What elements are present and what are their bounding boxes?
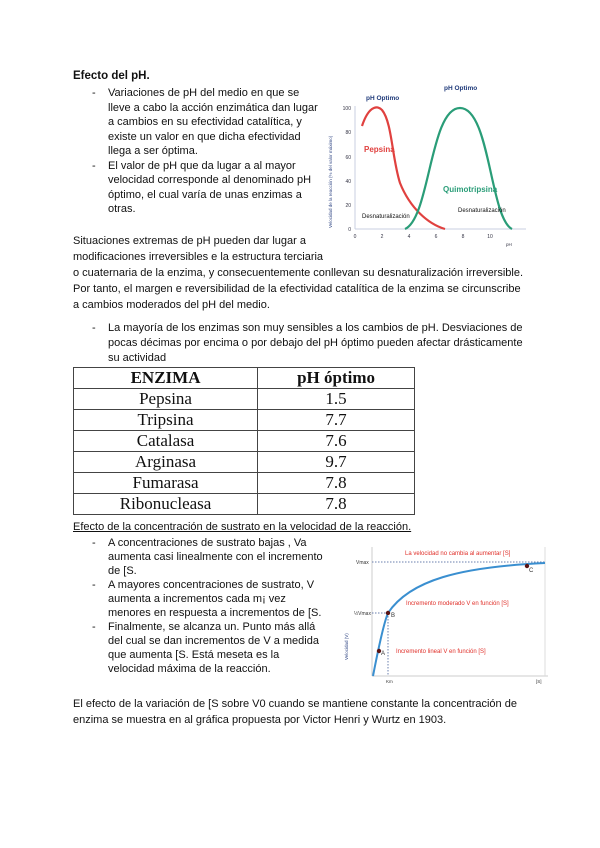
enzyme-cell: Pepsina (74, 389, 258, 410)
bullet-dash: - (92, 537, 96, 549)
text-line: modificaciones irreversibles e la estructura terciaria (73, 251, 324, 263)
text-line: a cambios moderados del pH del medio. (73, 299, 270, 311)
table-row (74, 389, 415, 410)
x-tick: 2 (380, 234, 384, 240)
bullet-dash: - (92, 322, 96, 334)
quimotripsina-label: Quimotripsina (443, 185, 498, 194)
text-line: otras. (108, 203, 136, 215)
text-line: Situaciones extremas de pH pueden dar lugar a (73, 235, 306, 247)
enzyme-cell: Arginasa (74, 452, 258, 473)
denaturation-note-left: Desnaturalización (362, 214, 410, 220)
denaturation-note-right: Desnaturalización (458, 208, 506, 214)
y-tick: 80 (345, 130, 351, 136)
text-line: El valor de pH que da lugar a al mayor (108, 160, 296, 172)
text-line: A mayores concentraciones de sustrato, V (108, 579, 315, 591)
text-line: La mayoría de los enzimas son muy sensibles a los cambios de pH. Desviaciones de (108, 322, 523, 334)
enzyme-cell: Ribonucleasa (74, 494, 258, 515)
y-tick: 40 (345, 179, 351, 185)
x-tick: 6 (434, 234, 438, 240)
ph-cell: 7.8 (258, 473, 415, 494)
text-line: enzima se muestra en al gráfica propuesta por Victor Henri y Wurtz en 1903. (73, 714, 447, 726)
text-line: llega a ser óptima. (108, 145, 198, 157)
point-b-marker (386, 611, 390, 615)
ph-cell: 7.8 (258, 494, 415, 515)
half-vmax-label: ½Vmax (354, 611, 371, 617)
velocity-curve (373, 563, 545, 676)
ph-cell: 9.7 (258, 452, 415, 473)
plateau-annotation: La velocidad no cambia al aumentar [S] (405, 551, 511, 557)
x-axis-label: [S] (536, 679, 542, 684)
enzyme-cell: Tripsina (74, 410, 258, 431)
text-line: su actividad (108, 352, 167, 364)
text-line: a cambios en su efectividad catalítica, y (108, 116, 302, 128)
section-heading-ph: Efecto del pH. (73, 70, 150, 82)
point-b-label: B (391, 613, 396, 619)
y-axis-label: Velocidad de la reacción (% del valor máximo) (328, 135, 333, 228)
text-line: lleve a cabo la acción enzimática dan lugar (108, 102, 318, 114)
text-line: aumenta casi linealmente con el incremento (108, 551, 323, 563)
y-tick: 0 (348, 227, 351, 233)
text-line: Finalmente, se alcanza un. Punto más allá (108, 621, 316, 633)
y-tick: 20 (345, 203, 351, 209)
point-a-label: A (381, 651, 386, 657)
table-row (74, 410, 415, 431)
text-line: Por tanto, el margen e reversibilidad de la efectividad catalítica de la enzima se circunscribe (73, 283, 521, 295)
table-header-row (74, 368, 415, 389)
text-line: El efecto de la variación de [S sobre V0 cuando se mantiene constante la concentración de (73, 698, 517, 710)
table-row (74, 473, 415, 494)
table-row (74, 494, 415, 515)
text-line: aumenta a incrementos cada m¡ vez (108, 593, 286, 605)
chart-title-right: pH Optimo (444, 85, 478, 92)
point-c-label: C (529, 568, 534, 574)
text-line: que aumenta [S. Está meseta es la (108, 649, 280, 661)
x-tick: 10 (487, 234, 493, 240)
moderate-increase-annotation: Incremento moderado V en función [S] (406, 601, 509, 607)
column-header: ENZIMA (74, 368, 258, 389)
x-axis-label: pH (506, 242, 512, 247)
enzyme-cell: Catalasa (74, 431, 258, 452)
text-line: velocidad corresponde al denominado pH (108, 174, 312, 186)
pepsina-label: Pepsina (364, 145, 395, 154)
ph-optimum-chart (318, 78, 532, 250)
section-title-substrate: Efecto de la concentración de sustrato en la velocidad de la reacción. (73, 521, 412, 533)
table-row (74, 431, 415, 452)
enzyme-ph-table (73, 367, 415, 515)
text-line: Variaciones de pH del medio en que se (108, 87, 300, 99)
text-line: existe un valor en que dicha efectividad (108, 131, 301, 143)
y-tick: 60 (345, 155, 351, 161)
column-header: pH óptimo (258, 368, 415, 389)
y-axis-label: Velocidad (V) (344, 633, 349, 660)
x-tick: 0 (353, 234, 357, 240)
text-line: o cuaternaria de la enzima, y consecuentemente conllevan su desnaturalización irreversible. (73, 267, 524, 279)
text-line: pocas décimas por encima o por debajo del pH óptimo pueden afectar drásticamente (108, 337, 523, 349)
bullet-dash: - (92, 87, 96, 99)
text-line: de [S. (108, 565, 137, 577)
text-line: menores en respuesta a incrementos de [S. (108, 607, 322, 619)
text-line: del cual se dan incrementos de V a medida (108, 635, 319, 647)
text-line: A concentraciones de sustrato bajas , Va (108, 537, 307, 549)
km-label: Km (386, 679, 393, 684)
bullet-dash: - (92, 160, 96, 172)
pepsina-curve (362, 107, 445, 229)
x-tick: 8 (461, 234, 465, 240)
y-tick: 100 (342, 106, 351, 112)
x-tick: 4 (407, 234, 411, 240)
bullet-dash: - (92, 621, 96, 633)
enzyme-cell: Fumarasa (74, 473, 258, 494)
ph-cell: 7.7 (258, 410, 415, 431)
text-line: velocidad máxima de la reacción. (108, 663, 271, 675)
text-line: óptimo, el cual varía de unas enzimas a (108, 189, 302, 201)
table-row (74, 452, 415, 473)
chart-title-left: pH Optimo (366, 95, 400, 102)
linear-increase-annotation: Incremento lineal V en función [S] (396, 649, 486, 655)
ph-cell: 1.5 (258, 389, 415, 410)
ph-cell: 7.6 (258, 431, 415, 452)
michaelis-menten-chart (340, 545, 550, 685)
bullet-dash: - (92, 579, 96, 591)
vmax-label: Vmax (356, 560, 369, 566)
